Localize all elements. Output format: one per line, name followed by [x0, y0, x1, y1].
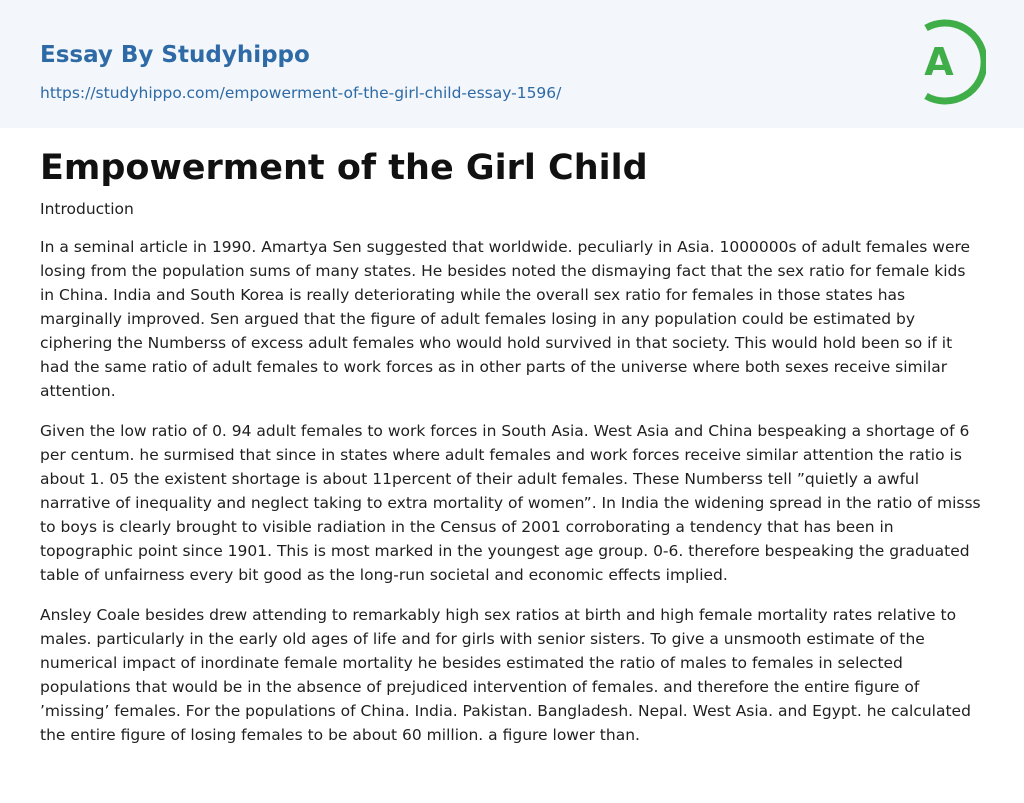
page-title: Empowerment of the Girl Child — [40, 148, 648, 188]
section-heading: Introduction — [40, 200, 134, 218]
article-body — [40, 235, 984, 763]
paragraph: Ansley Coale besides drew attending to remarkably high sex ratios at birth and high female mortality rates relative to males. particularly in the early old ages of life and for girls with senior sisters. To give a unsmooth estimate of the numerical impact of inordinate female mortality he besides estimated the ratio of males to females in selected populations that would be in the absence of prejudiced intervention of females. and therefore the entire figure of ’missing’ females. For the populations of China. India. Pakistan. Bangladesh. Nepal. West Asia. and Egypt. he calculated the entire figure of losing females to be about 60 million. a figure lower than. — [40, 606, 971, 744]
logo-letter: A — [924, 40, 954, 84]
logo-icon[interactable] — [912, 18, 986, 106]
brand-title[interactable]: Essay By Studyhippo — [40, 42, 310, 68]
paragraph: In a seminal article in 1990. Amartya Sen suggested that worldwide. peculiarly in Asia. 1000000s of adult females were losing from the population sums of many states. He besides noted the dismaying fact that the sex ratio for female kids in China. India and South Korea is really deteriorating while the overall sex ratio for females in those states has marginally improved. Sen argued that the figure of adult females losing in any population could be estimated by ciphering the Numberss of excess adult females who would hold survived in that society. This would hold been so if it had the same ratio of adult females to work forces as in other parts of the universe where both sexes receive similar attention. — [40, 238, 971, 400]
article-url-link[interactable]: https://studyhippo.com/empowerment-of-the-girl-child-essay-1596/ — [40, 84, 562, 102]
paragraph: Given the low ratio of 0. 94 adult females to work forces in South Asia. West Asia and China bespeaking a shortage of 6 per centum. he surmised that since in states where adult females and work forces receive similar attention the ratio is about 1. 05 the existent shortage is about 11percent of their adult females. These Numberss tell ”quietly a awful narrative of inequality and neglect taking to extra mortality of women”. In India the widening spread in the ratio of misss to boys is clearly brought to visible radiation in the Census of 2001 corroborating a tendency that has been in topographic point since 1901. This is most marked in the youngest age group. 0-6. therefore bespeaking the graduated table of unfairness every bit good as the long-run societal and economic effects implied. — [40, 422, 981, 584]
